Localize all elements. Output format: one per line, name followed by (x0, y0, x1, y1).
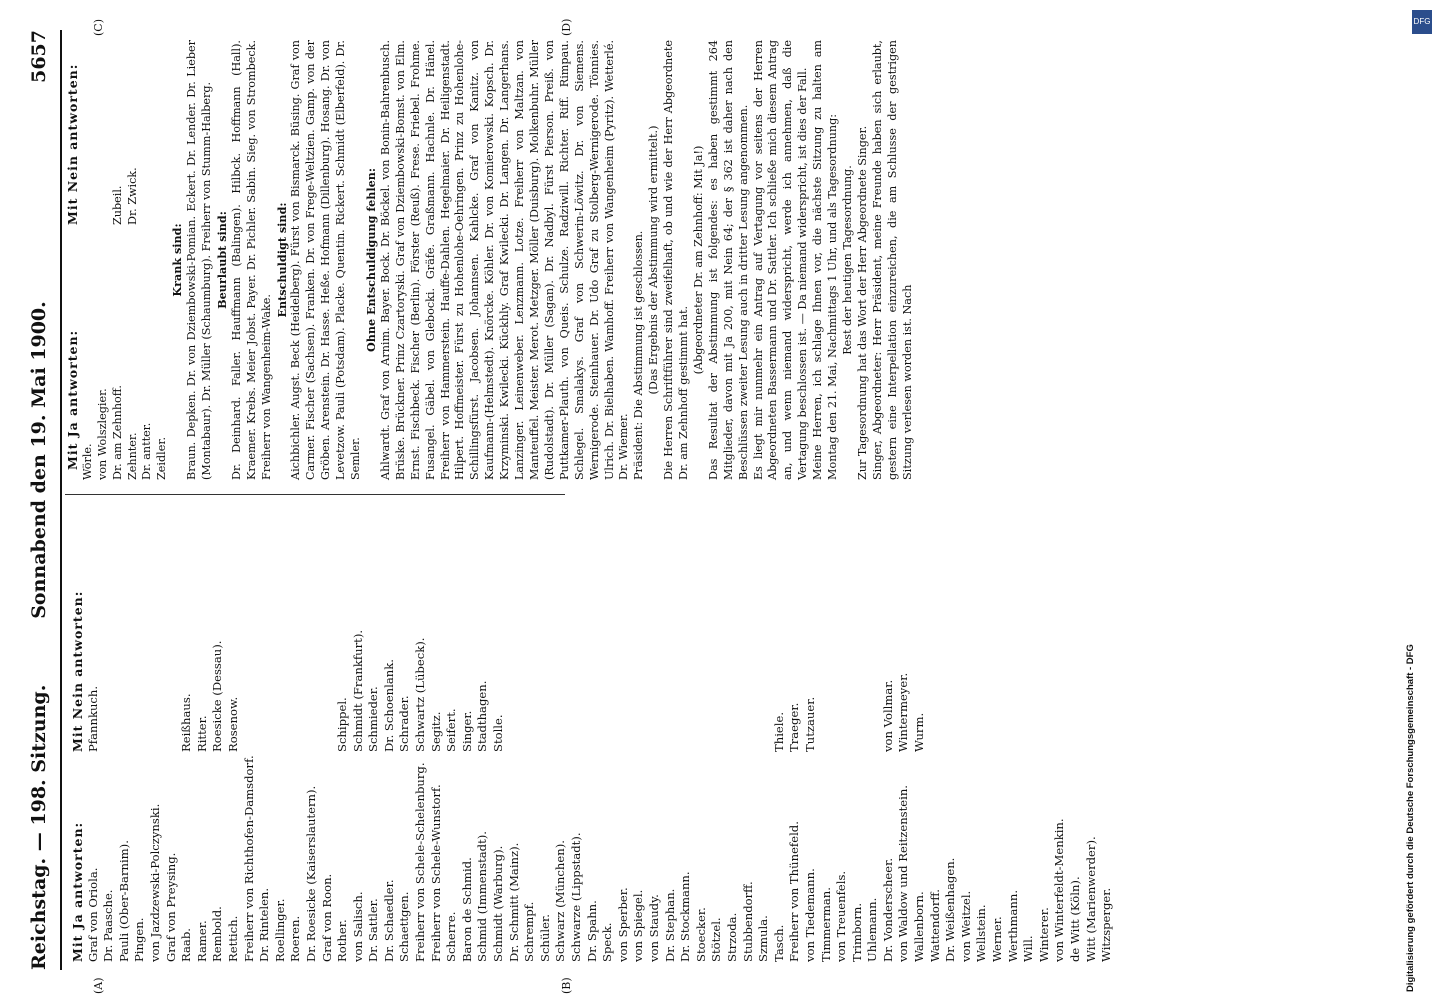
nein-name: Traeger. (787, 702, 802, 752)
ja-name: Schmidt (Warburg). (491, 845, 506, 962)
margin-mark-a: (A) (92, 977, 105, 994)
ja-name: Winterer. (1036, 907, 1051, 962)
ja-name: Dr. Stockmann. (678, 871, 693, 962)
ja-name: Trimborn. (849, 902, 864, 962)
ja-name: Dr. Roesicke (Kaiserslautern). (303, 785, 318, 962)
ja-name: Freiherr von Schele-Schelenburg. (413, 762, 428, 962)
header-rule (60, 30, 62, 970)
vote-row-2 (140, 40, 155, 480)
nein-name: Singer. (459, 710, 474, 752)
ja-name: Dr. Vonderscheer. (880, 857, 895, 962)
vote-row (475, 502, 491, 962)
ja-name: Dr. Sattler. (366, 898, 381, 962)
ja-name: Schrempf. (522, 901, 537, 962)
vote-row (616, 502, 632, 962)
ja-name: Freiherr von Schele-Wunstorf. (428, 784, 443, 962)
ja-name: Dr. Spahn. (584, 900, 599, 962)
vote-row (787, 502, 803, 962)
vote-row (725, 502, 741, 962)
vote-row (647, 502, 663, 962)
vote-rows-2 (81, 40, 170, 480)
nein-name: von Vollmar. (880, 679, 895, 752)
vote-row (429, 502, 445, 962)
vote-row (507, 502, 523, 962)
ja-name: Schmid (Immenstadt). (475, 831, 490, 962)
ja-name: Dr. Rintelen. (257, 887, 272, 962)
vote-list-column (70, 502, 1115, 962)
header-left: Reichstag. — 198. Sitzung. (28, 684, 50, 970)
vote-row (351, 502, 367, 962)
ja-name: Schwarze (Lippstadt). (569, 832, 583, 962)
ja-name: Roeren. (288, 915, 303, 962)
ja-name: Rembold. (210, 906, 225, 962)
nein-name: Schippel. (335, 697, 350, 752)
ja-name: Schwarz (München). (553, 840, 568, 962)
ja-name-2: Dr. am Zehnhoff. (110, 385, 124, 480)
vote-row (974, 502, 990, 962)
vote-row (881, 502, 897, 962)
krank-heading: Krank sind: (170, 223, 185, 297)
nein-name: Seifert. (444, 708, 459, 752)
ja-heading: Mit Ja antworten: (70, 821, 85, 962)
ja-name: von Tiedemann. (802, 868, 817, 962)
vote-row-2 (96, 40, 111, 480)
ja-name: Scherre. (444, 911, 459, 962)
nein-name: Schmidt (Frankfurt). (350, 629, 365, 752)
ja-name: Dr. Schmitt (Mainz). (506, 842, 521, 962)
krank-text: Braun. Depken. Dr. von Dziembowski-Pomian. Eckert. Dr. Lender. Dr. Lieber (Montabaur). Dr. Müller (Schaumburg). Freiherr von Stumm-Halberg. (185, 40, 214, 480)
vote-row (413, 502, 429, 962)
ja-name: Schüler. (537, 914, 552, 962)
beurlaubt-heading: Beurlaubt sind: (214, 211, 229, 309)
nein-name: Stolle. (491, 714, 506, 752)
vote-row (444, 502, 460, 962)
vote-row (756, 502, 772, 962)
ja-name: Werthmann. (1005, 889, 1020, 962)
ja-name: Stötzel. (709, 917, 724, 962)
ja-name: Rother. (335, 919, 350, 962)
vote-row (460, 502, 476, 962)
nein-name: Stadthagen. (475, 680, 490, 752)
ja-name: von Staudy. (646, 894, 661, 962)
vote-row (1084, 502, 1100, 962)
nein-name: Ritter. (194, 715, 209, 752)
vote-row-2 (155, 40, 170, 480)
nein-heading-2: Mit Nein antworten: (65, 63, 80, 225)
ja-name: von Spiegel. (631, 889, 646, 962)
nein-name: Thiele. (771, 711, 786, 752)
vote-row (865, 502, 881, 962)
vote-row-2 (126, 40, 141, 480)
vote-row (990, 502, 1006, 962)
ja-name: Speck. (600, 922, 615, 962)
ja-name: Szmula. (756, 915, 771, 962)
vote-row (834, 502, 850, 962)
vote-row (538, 502, 554, 962)
vote-row (741, 502, 757, 962)
ja-name: Witt (Marienwerder). (1083, 836, 1098, 962)
vote-row (117, 502, 133, 962)
vote-row (943, 502, 959, 962)
vote-row (1037, 502, 1053, 962)
entschuldigt-text: Aichbichler. Augst. Beck (Heidelberg). Fürst von Bismarck. Büsing. Graf von Carmer. Fischer (Sachsen). Franken. Dr. von Frege-Weltzien. Gamp. von der Gröben. Arenstein. Dr. Hasse. Heße. Hofmann (Dillenburg). Hosang. Dr. von Levetzow. Pauli (Potsdam). Placke. Quentin. Rickert. Schmidt (Elberfeld). Dr. Semler. (289, 40, 363, 480)
ja-name-2: Zeidler. (155, 436, 169, 480)
vote-row (366, 502, 382, 962)
header-center: Sonnabend den 19. Mai 1900. (28, 301, 50, 619)
vote-row (600, 502, 616, 962)
vote-rows (86, 502, 1115, 962)
vote-row (101, 502, 117, 962)
parenthetical-1: (Das Ergebnis der Abstimmung wird ermittelt.) (647, 125, 661, 395)
ja-name: Freiherr von Richthofen-Damsdorf. (241, 755, 256, 962)
margin-mark-d: (D) (560, 18, 573, 36)
agenda-text: Rest der heutigen Tagesordnung. (841, 165, 855, 355)
vote-row-2 (111, 40, 126, 480)
vote-row (148, 502, 164, 962)
ja-name: von Sperber. (615, 887, 630, 962)
nein-name: Segitz. (428, 711, 443, 752)
vote-row (491, 502, 507, 962)
ja-name-2: Dr. antter. (140, 422, 154, 480)
vote-row (819, 502, 835, 962)
ja-name-2: Zehnter. (125, 432, 139, 480)
nein-name: Dr. Schoenlank. (381, 659, 396, 752)
nein-name: Rosenow. (225, 696, 240, 752)
ja-name: von Salisch. (350, 891, 365, 962)
president-statement: Präsident: Die Abstimmung ist geschlossen. (632, 230, 646, 480)
ja-name: Timmerman. (818, 887, 833, 962)
result-text: Das Resultat der Abstimmung ist folgendes: es haben gestimmt 264 Mitglieder, davon mit Ja 200, mit Nein 64; der § 362 ist daher nach den Beschlüssen zweiter Lesung auch in dritter Lesung angenommen. (706, 40, 750, 480)
nein-name-2: Dr. Zwick. (125, 167, 139, 225)
nein-name: Schmieder. (366, 686, 381, 752)
nein-name-2: Zubeil. (110, 185, 124, 225)
ja-name: Roellinger. (272, 898, 287, 962)
entschuldigt-heading: Entschuldigt sind: (274, 202, 289, 318)
ja-name: Stubbendorff. (740, 881, 755, 962)
nein-name: Pfannkuch. (85, 685, 100, 752)
vote-row (803, 502, 819, 962)
ja-name: Will. (1021, 935, 1036, 962)
vote-row (850, 502, 866, 962)
vote-row (397, 502, 413, 962)
nein-name: Reißhaus. (179, 693, 194, 752)
ja-name: von Winterfeldt-Menkin. (1052, 818, 1067, 962)
zur-tagesordnung-text: Zur Tagesordnung hat das Wort der Herr Abgeordnete Singer. (855, 125, 869, 480)
ja-name: Schaettgen. (397, 891, 412, 962)
column-divider (65, 494, 565, 495)
margin-mark-b: (B) (560, 977, 573, 994)
vote-row (273, 502, 289, 962)
vote-row (164, 502, 180, 962)
nein-heading: Mit Nein antworten: (70, 590, 85, 752)
vote-row (1068, 502, 1084, 962)
nein-name: Schwartz (Lübeck). (413, 637, 428, 752)
ja-name: Witzsperger. (1099, 887, 1114, 962)
ja-name: Graf von Roon. (319, 873, 334, 962)
margin-mark-c: (C) (92, 19, 105, 36)
page-number: 5657 (28, 30, 50, 83)
nein-name: Tutzauer. (802, 696, 817, 752)
ohne-heading: Ohne Entschuldigung fehlen: (364, 167, 379, 353)
ja-name: Graf von Oriola. (85, 867, 100, 962)
vote-row (382, 502, 398, 962)
ja-heading-2: Mit Ja antworten: (65, 329, 80, 470)
vote-row (928, 502, 944, 962)
next-session-text: Meine Herren, ich schlage Ihnen vor, die nächste Sitzung zu halten am Montag den 21. Mai, Nachmittags 1 Uhr, und als Tagesordnung: (811, 40, 840, 480)
vote-row (320, 502, 336, 962)
vote-row-2 (81, 40, 96, 480)
ja-name: Tasch. (771, 924, 786, 962)
parenthetical-2: (Abgeordneter Dr. am Zehnhoff: Mit Ja!) (691, 145, 705, 375)
ohne-text: Ahlwardt. Graf von Arnim. Bayer. Bock. Dr. Böckel. von Bonin-Bahrenbusch. Brüske. Brückner. Prinz Czartoryski. Graf von Dziembowski-Bomst. von Elm. Ernst. Fischbeck. Fischer (Berlin). Förster (Reuß). Frese. Friebel. Frohme. Fusangel. Gäbel. von Glebocki. Gräfe. Graßmann. Hachnle. Dr. Hänel. Freiherr von Hammerstein. Hauffe-Dahlen. Hegelmaier. Dr. Heiligenstadt. Hilpert. Hoffmeister. Fürst zu Hohenlohe-Oehringen. Prinz zu Hohenlohe-Schillingsfürst. Jacobsen. Johannsen. Kahlcke. Graf von Kanitz. von Kaufmann-(Helmstedt). Knörcke. Köhler. Dr. von Komierowski. Kopsch. Dr. Krzyminski. Kwilecki. Kückhly. Graf Kwilecki. Dr. Langen. Dr. Langerhans. Lanzinger. Leinenweber. Lenzmann. Lotze. Freiherr von Maltzan. von Manteuffel. Meister. Merot. Metzger. Möller (Duisburg). Molkenbuhr. Müller (Rudolstadt). Dr. Müller (Sagan). Dr. Nadbyl. Fürst Pierson. Preiß. von Puttkamer-Plauth. von Queis. Schulze. Radziwill. Richter. Riff. Rimpau. Schlegel. Smalakys. Graf von Schwerin-Löwitz. Dr. von Siemens. Wernigerode. Steinhauer. Dr. Udo Graf zu Stolberg-Wernigerode. Tönnies. Ulrich. Dr. Bielhaben. Wamhoff. Freiherr von Wangenheim (Pyritz). Wetterlé. Dr. Wiemer. (378, 40, 631, 480)
beurlaubt-text: Dr. Deinhard. Faller. Hauffmann (Balingen). Hilbck. Hoffmann (Hall). Kraemer. Krebs. Meier Jobst. Payer. Dr. Pichler. Sabin. Sieg. von Strombeck. Freiherr von Wangenheim-Wake. (229, 40, 273, 480)
ja-name: von Jazdzewski-Polczynski. (147, 803, 162, 962)
antrag-text: Es liegt mir nunmehr ein Antrag auf Vertagung vor seitens der Herren Abgeordneten Bassermann und Dr. Sattler. Ich schließe mich diesem Antrag an, und wenn niemand widerspricht, werde ich annehmen, daß die Vertagung beschlossen ist. — Da niemand widerspricht, ist dies der Fall. (751, 40, 810, 480)
side-note: Digitalisierung gefördert durch die Deutsche Forschungsgemeinschaft - DFG (1405, 644, 1416, 992)
nein-name: Wintermeyer. (896, 672, 911, 752)
ja-name: Graf von Preysing. (163, 852, 178, 962)
ja-name: Freiherr von Thünefeld. (787, 821, 802, 962)
ja-name: Pingen. (132, 917, 147, 962)
vote-row (132, 502, 148, 962)
ja-name: Pauli (Ober-Barnim). (116, 840, 131, 962)
proceedings-column (66, 40, 916, 480)
vote-row (709, 502, 725, 962)
ja-name: Wellstein. (974, 904, 989, 962)
vote-row (569, 502, 585, 962)
dfg-logo: DFG (1412, 10, 1432, 34)
ja-name: von Waldow und Reitzenstein. (896, 785, 911, 962)
ja-name: Dr. Stephan. (662, 888, 677, 962)
ja-name: Werner. (990, 916, 1005, 962)
vote-row (553, 502, 569, 962)
vote-row (522, 502, 538, 962)
ja-name: Ramer. (194, 920, 209, 962)
vote-row (631, 502, 647, 962)
vote-row (210, 502, 226, 962)
ja-name: von Treuenfels. (834, 870, 849, 962)
ja-name: Baron de Schmid. (459, 857, 474, 962)
ja-name: Wattendorff. (927, 889, 942, 962)
ja-name: von Weitzel. (958, 890, 973, 962)
vote-row (242, 502, 258, 962)
vote-row (179, 502, 195, 962)
vote-row (86, 502, 102, 962)
vote-row (772, 502, 788, 962)
nein-name: Schrader. (397, 695, 412, 752)
vote-row (912, 502, 928, 962)
vote-row (694, 502, 710, 962)
vote-row (896, 502, 912, 962)
ja-name: Uhlemann. (865, 897, 880, 962)
ja-name: Dr. Schaedler. (381, 879, 396, 962)
vote-row (226, 502, 242, 962)
vote-row (1099, 502, 1115, 962)
vote-row (585, 502, 601, 962)
vote-row (678, 502, 694, 962)
vote-row (663, 502, 679, 962)
vote-row (335, 502, 351, 962)
ja-name: de Witt (Köln). (1068, 876, 1082, 962)
ja-name: Stoecker. (693, 907, 708, 962)
schriftfuehrer-text: Die Herren Schriftführer sind zweifelhaft, ob und wie der Herr Abgeordnete Dr. am Zehnhoff gestimmt hat. (662, 40, 691, 480)
ja-name: Wallenborn. (912, 891, 927, 962)
vote-row (959, 502, 975, 962)
ja-name: Dr. Paasche. (101, 889, 116, 962)
nein-name: Wurm. (912, 712, 927, 752)
ja-name: Dr. Weißenhagen. (943, 857, 958, 962)
vote-row (288, 502, 304, 962)
ja-name-2: von Wolszlegier. (95, 388, 109, 480)
vote-row (195, 502, 211, 962)
page-header (20, 30, 60, 970)
vote-row (257, 502, 273, 962)
vote-row (1006, 502, 1022, 962)
ja-name: Strzoda. (724, 912, 739, 962)
vote-row (304, 502, 320, 962)
ja-name-2: Wörle. (80, 443, 94, 480)
singer-speech: Singer, Abgeordneter: Herr Präsident, meine Freunde haben sich erlaubt, gestern eine Interpellation einzureichen, die am Schlusse der gestrigen Sitzung verlesen worden ist. Nach (870, 40, 914, 480)
vote-row (1021, 502, 1037, 962)
ja-name: Rettich. (225, 915, 240, 962)
nein-name: Roesicke (Dessau). (210, 640, 225, 752)
vote-row (1052, 502, 1068, 962)
ja-name: Raab. (179, 928, 194, 962)
